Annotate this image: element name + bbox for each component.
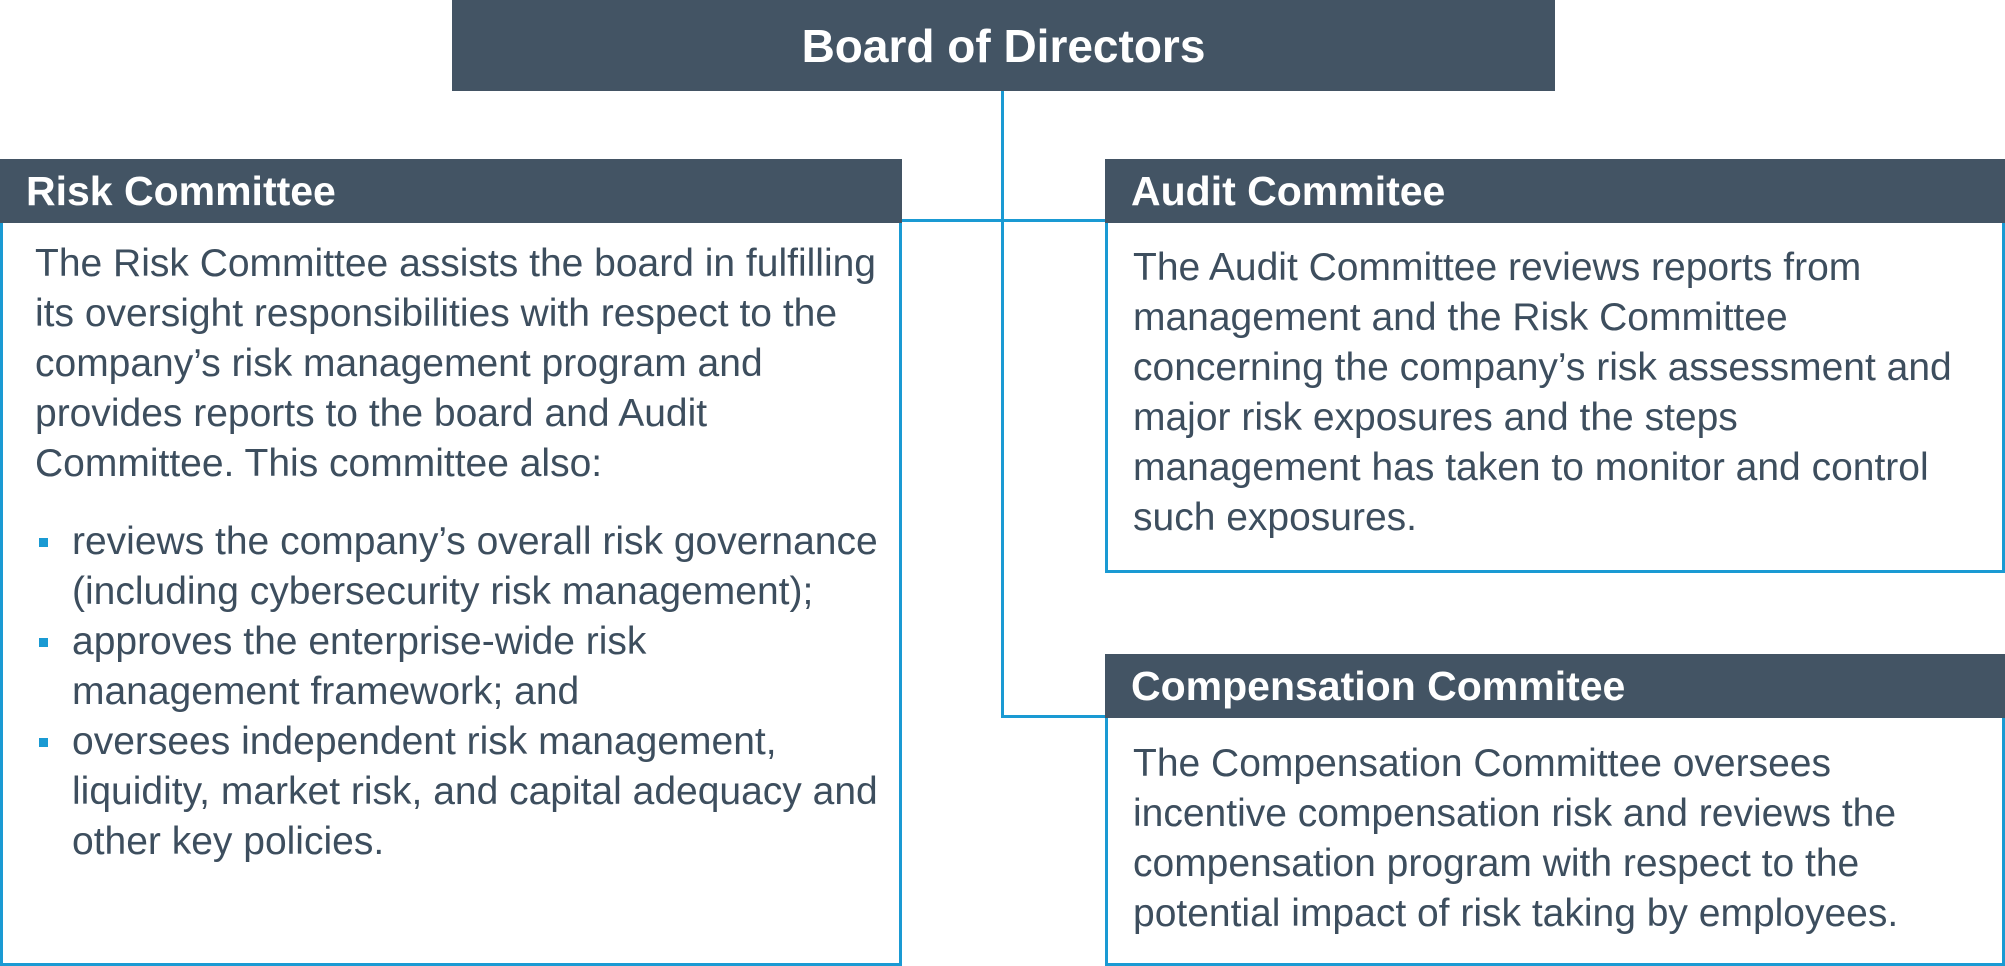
bullet-icon xyxy=(39,538,48,547)
list-item xyxy=(35,717,879,867)
connector-to-risk xyxy=(899,219,1105,222)
list-item xyxy=(35,517,879,617)
board-title: Board of Directors xyxy=(801,19,1206,72)
list-item-text: oversees independent risk management, liquidity, market risk, and capital adequacy and other key policies. xyxy=(72,720,878,863)
risk-committee-header xyxy=(0,159,902,223)
list-item-text: approves the enterprise-wide risk management framework; and xyxy=(72,620,647,713)
connector-to-compensation xyxy=(1001,715,1105,718)
audit-committee-box xyxy=(1105,223,2005,573)
bullet-icon xyxy=(39,638,48,647)
list-item xyxy=(35,617,879,717)
compensation-committee-title: Compensation Commitee xyxy=(1131,662,1626,709)
audit-committee-text: The Audit Committee reviews reports from management and the Risk Committee concerning the company’s risk assessment and major risk exposures and the steps management has taken to monitor and control such exposures. xyxy=(1133,246,1952,539)
risk-committee-title: Risk Committee xyxy=(26,167,336,214)
connector-board-trunk xyxy=(1001,90,1004,718)
risk-committee-box xyxy=(0,223,902,966)
compensation-committee-box xyxy=(1105,718,2005,966)
compensation-committee-text: The Compensation Committee oversees incentive compensation risk and reviews the compensation program with respect to the potential impact of risk taking by employees. xyxy=(1133,742,1899,935)
audit-committee-header xyxy=(1105,159,2005,223)
bullet-icon xyxy=(39,738,48,747)
risk-committee-bullet-list xyxy=(35,517,879,867)
list-item-text: reviews the company’s overall risk governance (including cybersecurity risk management); xyxy=(72,520,878,613)
audit-committee-title: Audit Commitee xyxy=(1131,167,1446,214)
compensation-committee-header xyxy=(1105,654,2005,718)
board-of-directors-node xyxy=(452,0,1555,91)
risk-committee-intro: The Risk Committee assists the board in fulfilling its oversight responsibilities with respect to the company’s risk management program and provides reports to the board and Audit Committee. This committee also: xyxy=(35,242,876,485)
